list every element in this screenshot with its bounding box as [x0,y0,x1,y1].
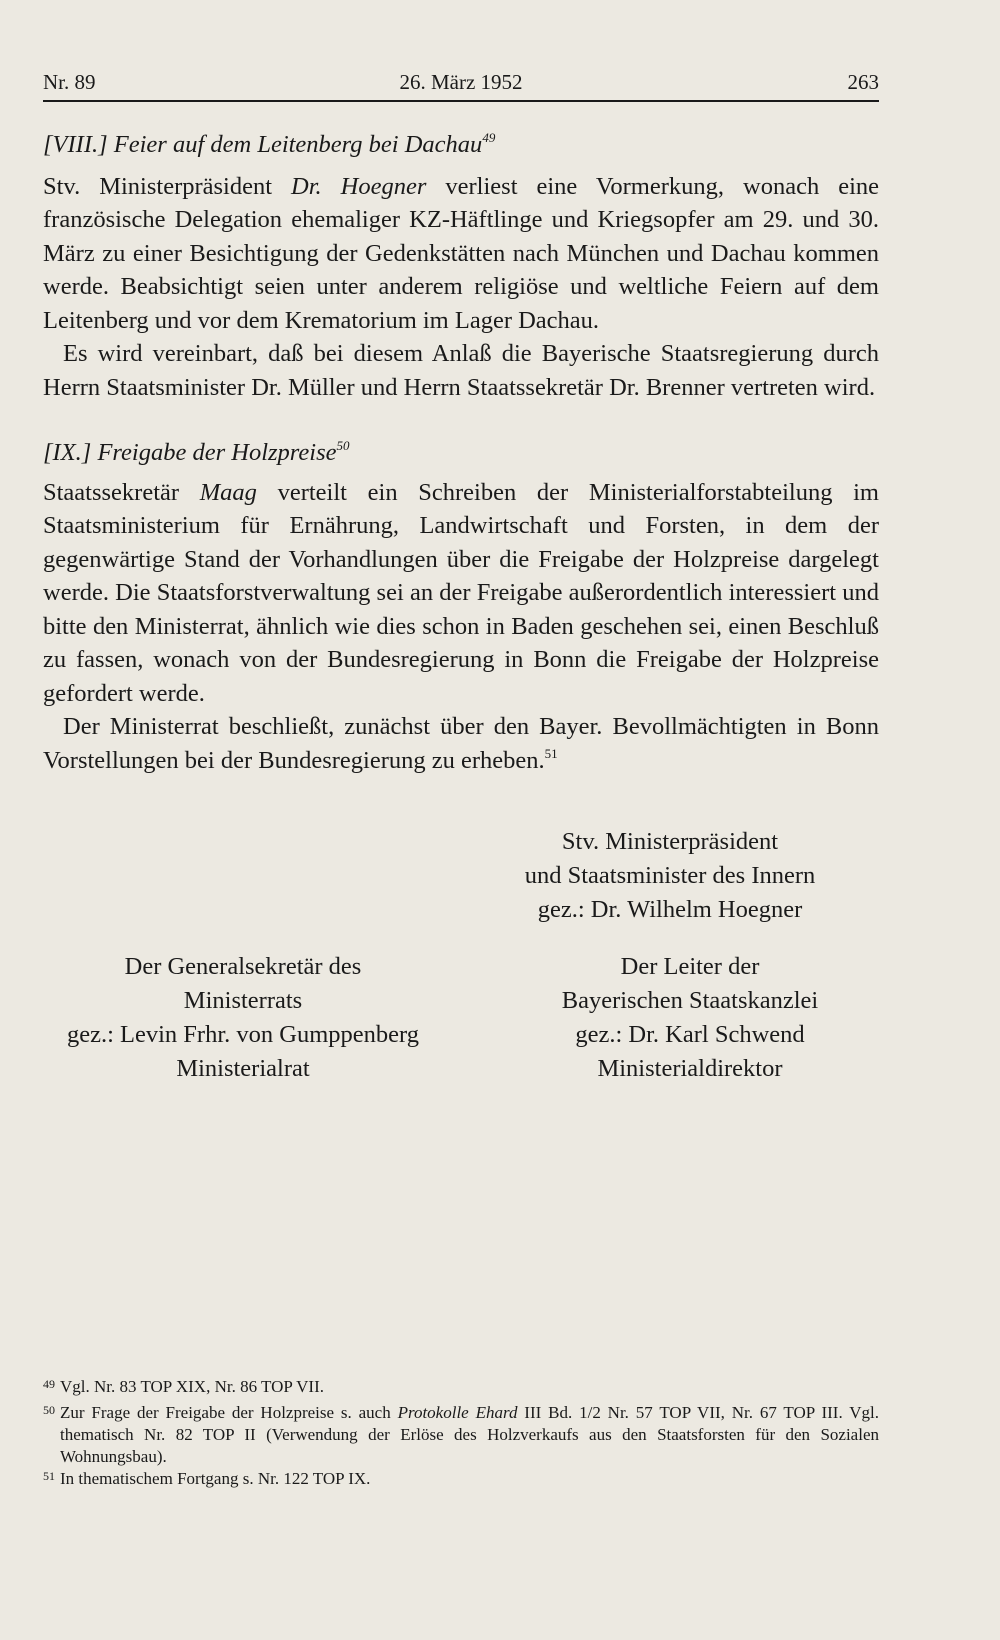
section-9 [43,436,879,777]
section-8 [43,128,879,404]
page-header [43,68,879,102]
footnote-50: 50 Zur Frage der Freigabe der Holzpreise s. auch Protokolle Ehard III Bd. 1/2 Nr. 57 TOP VII, Nr. 67 TOP III. Vgl. thematisch Nr. 82 TOP II (Verwendung der Erlöse des Holzverkaufs aus den Staatsforsten für den Sozialen Wohnungsbau). [43,1403,879,1466]
signature-general-secretary: Der Generalsekretär des Ministerrats gez.: Levin Frhr. von Gumppenberg Ministerialrat [66,953,419,1082]
footnote-ref-49[interactable]: 49 [482,130,496,145]
footnote-51: 51 In thematischem Fortgang s. Nr. 122 TOP IX. [43,1469,371,1488]
header-date: 26. März 1952 [399,70,523,94]
page-number: 263 [847,70,879,94]
section-9-paragraph-1: Staatssekretär Maag verteilt ein Schreiben der Ministerialforstabteilung im Staatsministerium für Ernährung, Landwirtschaft und Forsten, in dem der gegenwärtige Stand der Vorhandlungen über die Freigabe der Holzpreise dargelegt werde. Die Staatsforstverwaltung sei an der Freigabe außerordentlich interessiert und bitte den Ministerrat, ähnlich wie dies schon in Baden geschehen sei, einen Beschluß zu fassen, wonach von der Bundesregierung in Bonn die Freigabe der Holzpreise gefordert werde. [43,478,879,707]
section-8-paragraph-1: Stv. Ministerpräsident Dr. Hoegner verliest eine Vormerkung, wonach eine französische Delegation ehemaliger KZ-Häftlinge und Kriegsopfer am 29. und 30. März zu einer Besichtigung der Gedenkstätten nach München und Dachau kommen werde. Beabsichtigt seien unter anderem religiöse und weltliche Feiern auf dem Leitenberg und vor dem Krematorium im Lager Dachau. [43,172,879,334]
section-8-paragraph-2: Es wird vereinbart, daß bei diesem Anlaß die Bayerische Staatsregierung durch Herrn Staatsminister Dr. Müller und Herrn Staatssekretär Dr. Brenner vertreten wird. [43,340,879,401]
footnote-ref-51[interactable]: 51 [544,745,558,761]
signature-minister-president: Stv. Ministerpräsident und Staatsminister des Innern gez.: Dr. Wilhelm Hoegner [524,828,816,923]
document-number: Nr. 89 [43,70,96,94]
section-9-heading: [IX.] Freigabe der Holzpreise$^{50}$ [43,438,350,466]
signature-chancellery-head: Der Leiter der Bayerischen Staatskanzlei gez.: Dr. Karl Schwend Ministerialdirektor [561,953,819,1082]
section-9-paragraph-2: Der Ministerrat beschließt, zunächst über den Bayer. Bevollmächtigten in Bonn Vorstellungen bei der Bundesregierung zu erheben.$^{51}$ [43,713,879,774]
footnotes [43,1376,879,1490]
person-name: Maag [199,478,257,506]
footnote-49: 49 Vgl. Nr. 83 TOP XIX, Nr. 86 TOP VII. [43,1377,324,1396]
footnote-ref-50[interactable]: 50 [336,438,350,453]
section-8-heading: [VIII.] Feier auf dem Leitenberg bei Dachau$^{49}$ [43,130,496,158]
person-name: Hoegner [340,172,427,200]
